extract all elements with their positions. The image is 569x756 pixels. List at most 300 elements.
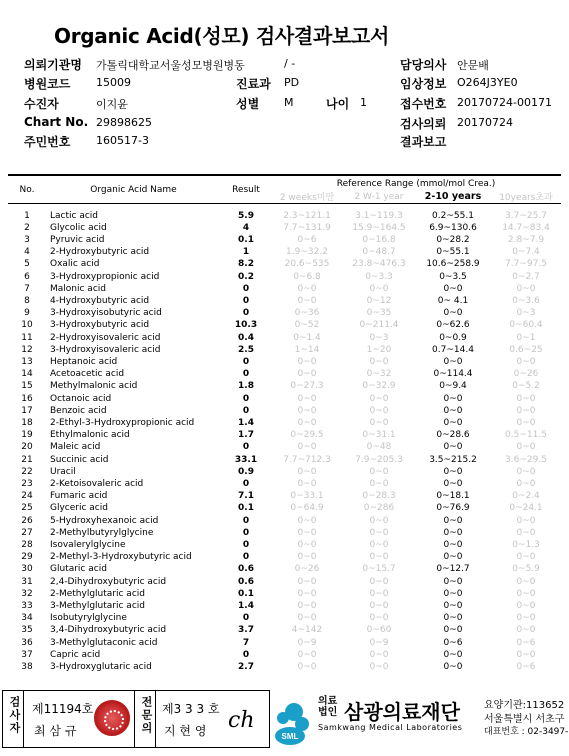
ref-10years: 0~60.4	[509, 320, 543, 331]
ref-10years: 0.5~11.5	[505, 430, 547, 441]
specialist-license: 제3 3 3 호	[162, 702, 220, 716]
ref-2-10years: 0~0	[443, 356, 463, 367]
row-number: 4	[24, 247, 30, 258]
ref-10years: 0~0	[516, 417, 536, 428]
ref-10years: 0~7.4	[512, 247, 540, 258]
ref-2-10years: 0~0	[443, 588, 463, 599]
footer	[0, 690, 569, 756]
acid-name: Methylmalonic acid	[50, 381, 138, 392]
ref-10years: 0~26	[513, 369, 539, 380]
row-number: 27	[21, 527, 33, 538]
ref-2-10years: 0~0	[443, 576, 463, 587]
ref-2-10years: 0~0	[443, 515, 463, 526]
ref-10years: 0~6	[516, 637, 536, 648]
svg-text:SML: SML	[281, 732, 299, 741]
ref-2w-1year: 0~0	[369, 662, 389, 673]
table-row	[8, 588, 561, 600]
result-value: 0	[242, 295, 250, 306]
hospital-label: 의뢰기관명	[24, 58, 82, 72]
ref-2-10years: 0~ 4.1	[437, 295, 469, 306]
result-value: 0.6	[238, 576, 254, 587]
acid-name: Glycolic acid	[50, 222, 107, 233]
ref-10years: 0~2.4	[512, 491, 540, 502]
ref-10years: 0~0	[516, 442, 536, 453]
row-number: 20	[21, 442, 33, 453]
patient-label: 수진자	[24, 97, 59, 111]
ref-10years: 0~24.1	[509, 503, 543, 514]
table-row	[8, 393, 561, 405]
row-number: 7	[24, 283, 30, 294]
ref-2weeks: 0~0	[297, 466, 317, 477]
chart-value: 29898625	[96, 116, 152, 129]
page-title: Organic Acid(성모) 검사결과보고서	[54, 24, 390, 48]
ref-2-10years: 0~0	[443, 552, 463, 563]
row-number: 37	[21, 649, 33, 660]
result-value: 7.1	[238, 491, 254, 502]
acid-name: Fumaric acid	[50, 491, 108, 502]
ref-2-10years: 0~0	[443, 613, 463, 624]
table-row	[8, 454, 561, 466]
result-value: 3.7	[238, 625, 254, 636]
ref-10years: 0~1	[516, 332, 536, 343]
ref-2-10years: 0~9.4	[439, 381, 467, 392]
result-value: 0.6	[238, 564, 254, 575]
result-value: 0.1	[238, 503, 254, 514]
ref-2w-1year: 0~0	[369, 466, 389, 477]
doctor-label: 담당의사	[400, 58, 447, 72]
table-row	[8, 405, 561, 417]
ref-2w-1year: 0~48	[366, 442, 392, 453]
ref-10years: 0~0	[516, 515, 536, 526]
row-number: 29	[21, 552, 33, 563]
row-number: 9	[24, 308, 30, 319]
table-row	[8, 380, 561, 392]
acid-name: Heptanoic acid	[50, 356, 118, 367]
row-number: 33	[21, 601, 33, 611]
request-value: 20170724	[457, 116, 513, 129]
ref-10years: 0~0	[516, 625, 536, 636]
sex-label: 성별	[236, 97, 260, 111]
clinical-label: 임상정보	[400, 77, 447, 91]
ref-2-10years: 0.7~14.4	[432, 344, 474, 355]
acid-name: 2-Methyl-3-Hydroxybutyric acid	[50, 552, 192, 563]
ref-2-10years: 0~76.9	[436, 503, 470, 514]
specialist-label: 전문의	[140, 696, 153, 735]
age-value: 1	[360, 96, 367, 109]
ref-10years: 3.6~29.5	[505, 454, 547, 465]
ref-2-10years: 10.6~258.9	[426, 259, 480, 270]
row-number: 28	[21, 539, 33, 550]
row-number: 18	[21, 417, 33, 428]
ref-2w-1year: 0~0	[369, 417, 389, 428]
ref-2weeks: 0~0	[297, 393, 317, 404]
result-value: 0	[242, 649, 250, 660]
row-number: 23	[21, 478, 33, 489]
ref-2w-1year: 0~32	[366, 369, 392, 380]
ref-2weeks: 0~29.5	[290, 430, 324, 441]
result-value: 0	[242, 442, 250, 453]
row-number: 34	[21, 613, 33, 624]
ref-2w-1year: 0~12	[366, 295, 392, 306]
acid-name: 2-Methylbutyrylglycine	[50, 527, 154, 538]
ref-2w-1year: 0~0	[369, 515, 389, 526]
ref-10years: 0~0	[516, 393, 536, 404]
ref-2-10years: 0~0	[443, 308, 463, 319]
ref-10years: 3.7~25.7	[505, 210, 547, 221]
table-row	[8, 295, 561, 307]
ref-2w-1year: 0~9	[369, 637, 389, 648]
ref-2weeks: 0~0	[297, 527, 317, 538]
ref-2w-1year: 0~0	[369, 478, 389, 489]
ref-2weeks: 0~36	[294, 308, 320, 319]
dept-value: PD	[284, 76, 300, 89]
acid-name: 3,4-Dihydroxybutyric acid	[50, 625, 167, 636]
ref-10years: 0~0	[516, 613, 536, 624]
acid-name: 2,4-Dihydroxybutyric acid	[50, 576, 167, 587]
ref-2-10years: 0~55.1	[436, 247, 470, 258]
clinical-value: O264J3YE0	[457, 76, 518, 89]
ref-10years: 0~0	[516, 588, 536, 599]
ref-2-10years: 0~62.6	[436, 320, 470, 331]
doctor-value: 안문배	[457, 59, 489, 72]
table-row	[8, 368, 561, 380]
table-row	[8, 332, 561, 344]
result-value: 0	[242, 369, 250, 380]
receipt-label: 접수번호	[400, 97, 447, 111]
ref-2w-1year: 0~286	[363, 503, 395, 514]
code-label: 병원코드	[24, 77, 71, 91]
result-value: 0.1	[238, 234, 254, 245]
acid-name: Oxalic acid	[50, 259, 100, 270]
table-row	[8, 478, 561, 490]
row-number: 3	[24, 234, 30, 245]
ref-2w-1year: 23.8~476.3	[352, 259, 406, 270]
row-number: 16	[21, 393, 33, 404]
ref-2weeks: 0~0	[297, 356, 317, 367]
ref-2weeks: 0~0	[297, 442, 317, 453]
result-value: 5.9	[238, 210, 254, 221]
ref-2weeks: 0~0	[297, 283, 317, 294]
ref-2weeks: 0~26	[294, 564, 320, 575]
table-row	[8, 307, 561, 319]
ref-10years: 0~5.2	[512, 381, 540, 392]
acid-name: 2-Ethyl-3-Hydroxypropionic acid	[50, 417, 195, 428]
table-row	[8, 624, 561, 636]
ref-2weeks: 0~33.1	[290, 491, 324, 502]
table-row	[8, 258, 561, 270]
ref-2weeks: 0~0	[297, 662, 317, 673]
table-row	[8, 210, 561, 222]
acid-name: Glutaric acid	[50, 564, 107, 575]
ref-2-10years: 0~0.9	[439, 332, 467, 343]
ref-10years: 0~0	[516, 576, 536, 587]
col-ref-header: Reference Range (mmol/mol Crea.)	[336, 178, 496, 189]
result-value: 7	[242, 637, 250, 648]
ref-2w-1year: 0~32.9	[362, 381, 396, 392]
table-row	[8, 527, 561, 539]
examiner-license: 제11194호	[32, 702, 94, 716]
result-value: 4	[242, 222, 250, 233]
contact-line3: 대표번호 : 02-3497-	[484, 727, 569, 737]
ref-2-10years: 0~0	[443, 466, 463, 477]
row-number: 6	[24, 271, 30, 282]
ref-2weeks: 0~6	[297, 234, 317, 245]
age-label: 나이	[326, 97, 350, 111]
code-value: 15009	[96, 76, 131, 89]
ward-value: / -	[284, 57, 296, 70]
ref-2weeks: 2.3~121.1	[283, 210, 331, 221]
row-number: 22	[21, 466, 33, 477]
table-row	[8, 612, 561, 624]
ref-2-10years: 0~0	[443, 601, 463, 611]
table-row	[8, 563, 561, 575]
ref-10years: 0~0	[516, 601, 536, 611]
result-value: 0	[242, 308, 250, 319]
ref-2-10years: 0~0	[443, 527, 463, 538]
patient-value: 이지윤	[96, 98, 128, 111]
acid-name: 3-Hydroxyisovaleric acid	[50, 344, 161, 355]
table-row	[8, 539, 561, 551]
ref-10years: 0~0	[516, 478, 536, 489]
ref-10years: 0~2.7	[512, 271, 540, 282]
ref-2weeks: 0~0	[297, 552, 317, 563]
ref-2w-1year: 0~0	[369, 539, 389, 550]
ref-2w-1year: 0~0	[369, 576, 389, 587]
seal-stamp	[94, 700, 130, 736]
ref-2w-1year: 0~3	[369, 332, 389, 343]
row-number: 35	[21, 625, 33, 636]
signature: ch	[228, 708, 255, 733]
result-value: 0	[242, 552, 250, 563]
ref-2-10years: 0~28.6	[436, 430, 470, 441]
row-number: 12	[21, 344, 33, 355]
request-label: 검사의뢰	[400, 117, 447, 131]
table-row	[8, 600, 561, 612]
acid-name: 5-Hydroxyhexanoic acid	[50, 515, 159, 526]
col-result-header: Result	[232, 185, 260, 195]
ref-2-10years: 6.9~130.6	[429, 222, 477, 233]
ref-2-10years: 0~12.7	[436, 564, 470, 575]
ref-2-10years: 0~0	[443, 393, 463, 404]
ref-10years: 0~1.3	[512, 539, 540, 550]
sml-logo-icon	[272, 694, 312, 746]
row-number: 2	[24, 222, 30, 233]
result-value: 0	[242, 405, 250, 416]
ref-2-10years: 0~28.2	[436, 234, 470, 245]
org-name: 삼광의료재단	[344, 700, 460, 724]
acid-name: 3-Hydroxypropionic acid	[50, 271, 160, 282]
row-number: 32	[21, 588, 33, 599]
table-row	[8, 319, 561, 331]
ref-2weeks: 0~27.3	[290, 381, 324, 392]
ref-2-10years: 0~0	[443, 662, 463, 673]
specialist-name: 지 현 영	[164, 724, 207, 738]
ref-2w-1year: 0~0	[369, 601, 389, 611]
acid-name: Glyceric acid	[50, 503, 108, 514]
acid-name: 2-Methylglutaric acid	[50, 588, 145, 599]
table-row	[8, 661, 561, 673]
table-row	[8, 637, 561, 649]
ref-2w-1year: 0~28.3	[362, 491, 396, 502]
row-number: 15	[21, 381, 33, 392]
acid-name: 2-Hydroxybutyric acid	[50, 247, 150, 258]
acid-name: 3-Hydroxyglutaric acid	[50, 662, 152, 673]
ref-2-10years: 0~0	[443, 539, 463, 550]
ref-2weeks: 0~9	[297, 637, 317, 648]
row-number: 13	[21, 356, 33, 367]
ref-2weeks: 0~0	[297, 588, 317, 599]
ref-2w-1year: 0~60	[366, 625, 392, 636]
ref-2-10years: 0~0	[443, 442, 463, 453]
table-row	[8, 246, 561, 258]
result-value: 0.2	[238, 271, 254, 282]
ref-10years: 0~3	[516, 308, 536, 319]
ref-2weeks: 0~0	[297, 369, 317, 380]
acid-name: 4-Hydroxybutyric acid	[50, 295, 150, 306]
ref-2w-1year: 0~0	[369, 588, 389, 599]
ref-2w-1year: 0~0	[369, 393, 389, 404]
ref-10years: 7.7~97.5	[505, 259, 547, 270]
row-number: 8	[24, 295, 30, 306]
ref-2-10years: 0.2~55.1	[432, 210, 474, 221]
ref-10years: 0.6~25	[509, 344, 543, 355]
row-number: 21	[21, 454, 33, 465]
row-number: 14	[21, 369, 33, 380]
chart-label: Chart No.	[24, 115, 89, 129]
ref-2weeks: 0~64.9	[290, 503, 324, 514]
result-value: 0.4	[238, 332, 254, 343]
row-number: 17	[21, 405, 33, 416]
id-value: 160517-3	[96, 134, 149, 147]
table-row	[8, 551, 561, 563]
ref-10years: 0~0	[516, 527, 536, 538]
ref-10years: 0~3.6	[512, 295, 540, 306]
result-value: 1.7	[238, 430, 254, 441]
ref-10years: 0~0	[516, 466, 536, 477]
ref-2-10years: 0~0	[443, 478, 463, 489]
ref-2weeks: 0~0	[297, 576, 317, 587]
col-no-header: No.	[19, 185, 35, 195]
table-top-rule	[8, 174, 561, 176]
acid-name: Benzoic acid	[50, 405, 107, 416]
acid-name: 2-Ketoisovaleric acid	[50, 478, 144, 489]
result-value: 0	[242, 478, 250, 489]
ref-sub-header: 2 W-1 year	[354, 191, 404, 202]
ref-2w-1year: 0~15.7	[362, 564, 396, 575]
ref-2-10years: 3.5~215.2	[429, 454, 477, 465]
table-row	[8, 649, 561, 661]
ref-2w-1year: 0~0	[369, 527, 389, 538]
ref-10years: 0~6	[516, 662, 536, 673]
result-value: 0	[242, 527, 250, 538]
acid-name: Lactic acid	[50, 210, 98, 221]
ref-2-10years: 0~3.5	[439, 271, 467, 282]
result-value: 0	[242, 539, 250, 550]
ref-2weeks: 0~0	[297, 417, 317, 428]
result-value: 0.9	[238, 466, 254, 477]
acid-name: 3-Hydroxyisobutyric acid	[50, 308, 162, 319]
ref-sub-header: 2 weeks미만	[279, 193, 335, 203]
acid-name: Capric acid	[50, 649, 101, 660]
ref-2weeks: 0~0	[297, 539, 317, 550]
acid-name: 3-Hydroxybutyric acid	[50, 320, 150, 331]
row-number: 24	[21, 491, 33, 502]
org-name-en: Samkwang Medical Laboratories	[318, 723, 463, 732]
table-row	[8, 429, 561, 441]
org-type: 의료법인	[318, 696, 338, 718]
ref-10years: 0~0	[516, 283, 536, 294]
row-number: 10	[21, 320, 33, 331]
acid-name: Octanoic acid	[50, 393, 112, 404]
col-name-header: Organic Acid Name	[90, 185, 177, 195]
acid-name: Succinic acid	[50, 454, 109, 465]
ref-2-10years: 0~18.1	[436, 491, 470, 502]
ref-2w-1year: 0~31.1	[362, 430, 396, 441]
ref-2weeks: 7.7~712.3	[283, 454, 331, 465]
acid-name: Isovalerylglycine	[50, 539, 126, 550]
ref-2w-1year: 0~0	[369, 649, 389, 660]
id-label: 주민번호	[24, 135, 71, 149]
ref-2weeks: 0~0	[297, 478, 317, 489]
acid-name: Malonic acid	[50, 283, 106, 294]
ref-2w-1year: 7.9~205.3	[355, 454, 403, 465]
ref-2weeks: 7.7~131.9	[283, 222, 331, 233]
ref-2weeks: 0~52	[294, 320, 320, 331]
table-row	[8, 417, 561, 429]
ref-2weeks: 0~0	[297, 649, 317, 660]
table-row	[8, 222, 561, 234]
receipt-value: 20170724-00171	[457, 96, 552, 109]
result-value: 8.2	[238, 259, 254, 270]
ref-2w-1year: 0~0	[369, 613, 389, 624]
result-value: 33.1	[234, 454, 258, 465]
ref-2weeks: 0~0	[297, 405, 317, 416]
row-number: 26	[21, 515, 33, 526]
hospital-value: 가톨릭대학교서울성모병원병동	[96, 59, 245, 72]
table-row	[8, 356, 561, 368]
ref-10years: 0~0	[516, 405, 536, 416]
ref-10years: 2.8~7.9	[507, 234, 545, 245]
row-number: 5	[24, 259, 30, 270]
ref-10years: 14.7~83.4	[502, 222, 550, 233]
acid-name: Isobutyrylglycine	[50, 613, 127, 624]
report-label: 결과보고	[400, 135, 447, 149]
result-value: 0	[242, 283, 250, 294]
result-value: 2.7	[238, 662, 254, 673]
ref-2w-1year: 0~48.7	[362, 247, 396, 258]
contact-line2: 서울특별시 서초구	[484, 714, 565, 725]
result-value: 0	[242, 515, 250, 526]
row-number: 25	[21, 503, 33, 514]
row-number: 31	[21, 576, 33, 587]
ref-2w-1year: 15.9~164.5	[352, 222, 406, 233]
dept-label: 진료과	[236, 77, 271, 91]
acid-name: 2-Hydroxyisovaleric acid	[50, 332, 161, 343]
table-row	[8, 515, 561, 527]
examiner-name: 최 삼 규	[34, 724, 77, 738]
acid-name: 3-Methylglutaric acid	[50, 601, 145, 611]
results-table	[8, 177, 561, 673]
result-value: 1.4	[238, 417, 254, 428]
ref-2weeks: 0~6.8	[293, 271, 321, 282]
contact-line1: 요양기관:113652	[484, 700, 565, 711]
result-value: 0	[242, 613, 250, 624]
ref-2w-1year: 1~20	[366, 344, 392, 355]
ref-2weeks: 0~0	[297, 613, 317, 624]
result-value: 2.5	[238, 344, 254, 355]
row-number: 11	[21, 332, 33, 343]
ref-2weeks: 1.9~32.2	[286, 247, 328, 258]
